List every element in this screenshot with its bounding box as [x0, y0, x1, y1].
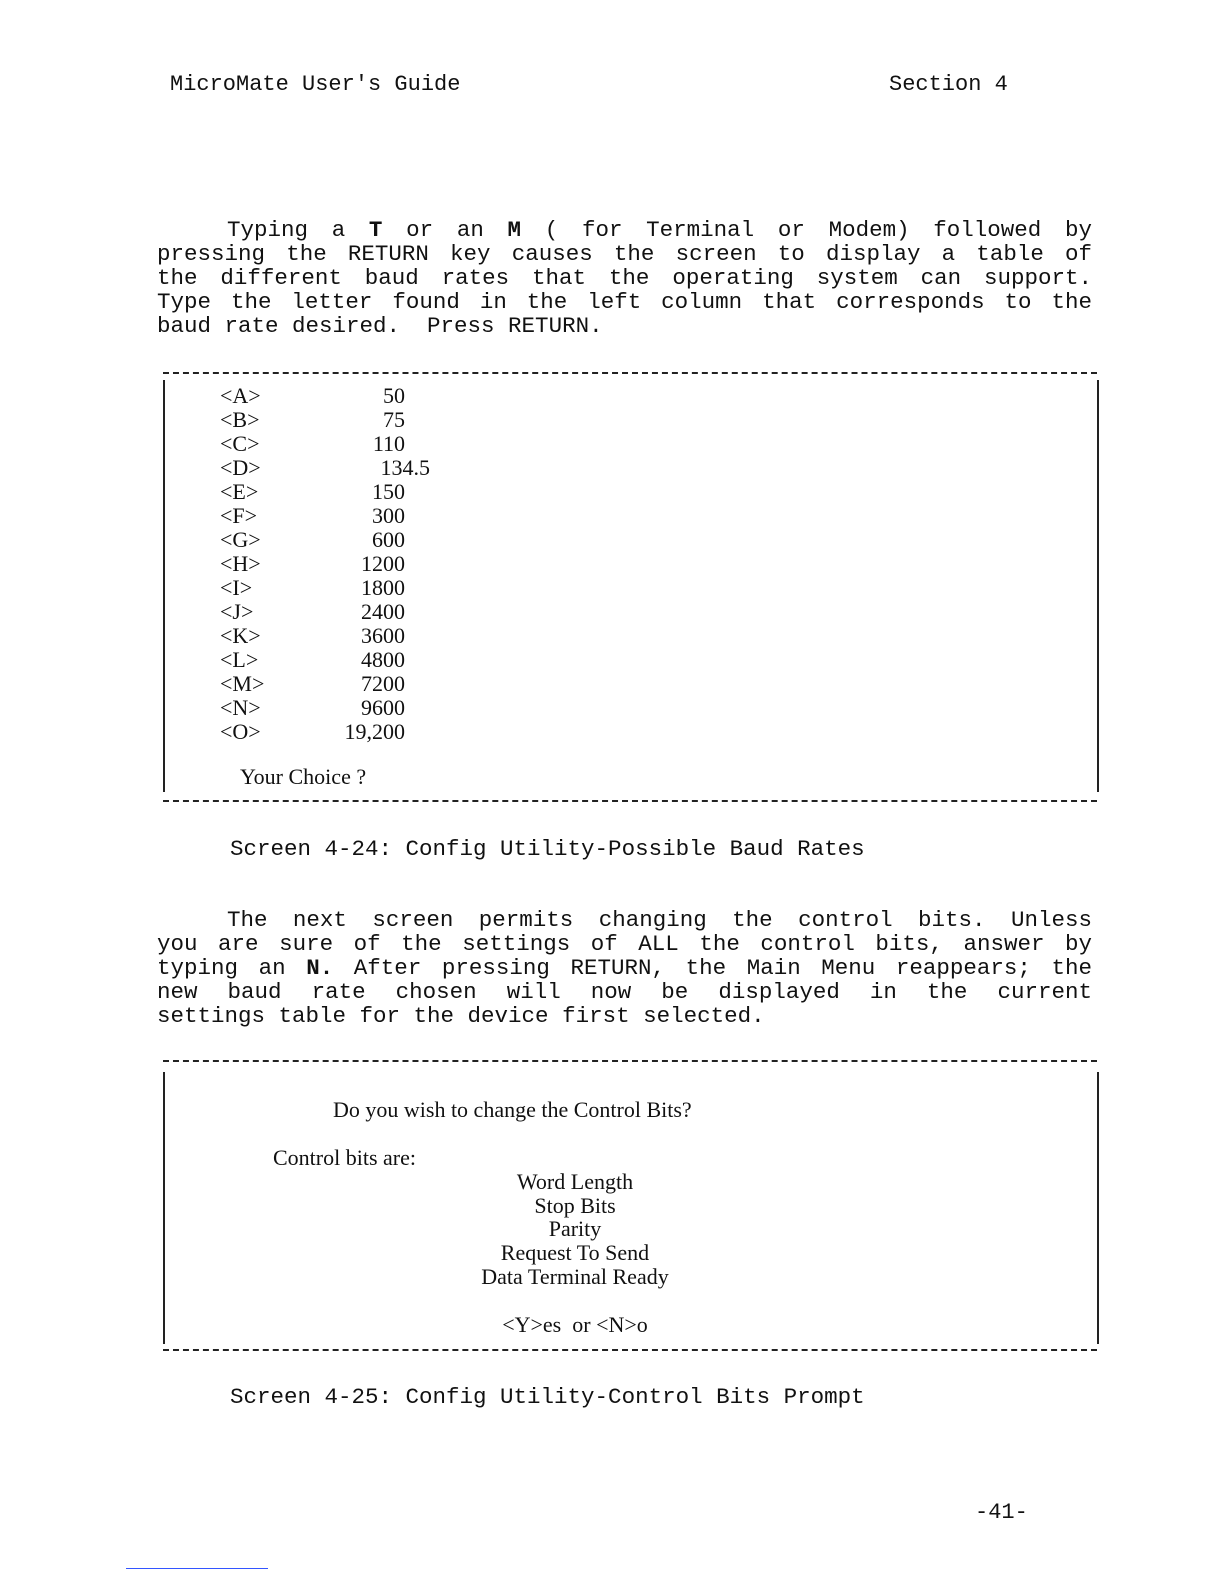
para1-line-1: Typing a T or an M ( for Terminal or Modem) followed by: [227, 217, 1093, 243]
para2-line-2: you are sure of the settings of ALL the control bits, answer by: [157, 931, 1092, 957]
control-bits-label: Control bits are:: [273, 1145, 416, 1170]
paragraph-baud-intro: [157, 218, 1092, 338]
para2-line-4: new baud rate chosen will now be displayed in the current: [157, 979, 1092, 1005]
baud-key: <B>: [220, 407, 260, 432]
baud-value: 600: [372, 527, 405, 552]
para2-line-3: typing an N. After pressing RETURN, the Main Menu reappears; the: [157, 955, 1092, 981]
para1-line-2: pressing the RETURN key causes the screen to display a table of: [157, 241, 1092, 267]
running-header-title: MicroMate User's Guide: [170, 72, 461, 97]
para1-line-5: baud rate desired. Press RETURN.: [157, 313, 603, 339]
screen2-top-rule: [163, 1060, 1097, 1062]
bit-request-to-send: Request To Send: [500, 1240, 650, 1265]
baud-key: <M>: [220, 671, 265, 696]
baud-key: <K>: [220, 623, 261, 648]
paragraph-control-bits: [157, 908, 1092, 1028]
baud-key: <J>: [220, 599, 254, 624]
baud-value: 1200: [361, 551, 405, 576]
baud-key: <I>: [220, 575, 253, 600]
baud-value: 7200: [361, 671, 405, 696]
baud-value: 75: [383, 407, 405, 432]
para1-line-4: Type the letter found in the left column that corresponds to the: [157, 289, 1092, 315]
baud-value: 1800: [361, 575, 405, 600]
baud-value: 9600: [361, 695, 405, 720]
baud-key: <H>: [220, 551, 261, 576]
screen-control-bits: [163, 1072, 1099, 1344]
baud-value: 134.5: [380, 455, 430, 480]
bit-data-terminal-ready: Data Terminal Ready: [481, 1264, 669, 1289]
baud-value: 110: [372, 431, 405, 456]
bit-word-length: Word Length: [516, 1169, 634, 1194]
control-bits-question: Do you wish to change the Control Bits?: [333, 1097, 692, 1122]
baud-key: <D>: [220, 455, 261, 480]
running-header-section: Section 4: [889, 72, 1008, 97]
baud-key: <F>: [220, 503, 258, 528]
page-number: -41-: [975, 1500, 1028, 1525]
baud-value: 150: [372, 479, 405, 504]
baud-key: <O>: [220, 719, 261, 744]
para2-line-5: settings table for the device first selected.: [157, 1003, 765, 1029]
baud-key: <L>: [220, 647, 259, 672]
baud-value: 50: [383, 383, 405, 408]
baud-key: <G>: [220, 527, 261, 552]
footer-rule: [126, 1568, 268, 1569]
baud-key: <E>: [220, 479, 259, 504]
screen2-bottom-rule: [163, 1349, 1097, 1351]
caption-screen-4-25: Screen 4-25: Config Utility-Control Bits Prompt: [230, 1384, 865, 1410]
para2-line-1: The next screen permits changing the control bits. Unless: [227, 907, 1092, 933]
screen-baud-rates: [163, 380, 1099, 792]
baud-value: 300: [372, 503, 405, 528]
baud-value: 2400: [361, 599, 405, 624]
baud-key: <A>: [220, 383, 261, 408]
baud-key: <N>: [220, 695, 261, 720]
yes-no-choice: <Y>es or <N>o: [502, 1312, 648, 1337]
baud-value: 19,200: [344, 719, 405, 744]
your-choice-prompt: Your Choice ?: [240, 764, 367, 789]
screen1-bottom-rule: [163, 800, 1097, 802]
para1-line-3: the different baud rates that the operating system can support.: [157, 265, 1092, 291]
screen1-top-rule: [163, 372, 1097, 374]
bit-stop-bits: Stop Bits: [534, 1193, 616, 1218]
caption-screen-4-24: Screen 4-24: Config Utility-Possible Baud Rates: [230, 836, 865, 862]
baud-value: 4800: [361, 647, 405, 672]
baud-value: 3600: [361, 623, 405, 648]
bit-parity: Parity: [548, 1216, 602, 1241]
baud-key: <C>: [220, 431, 260, 456]
